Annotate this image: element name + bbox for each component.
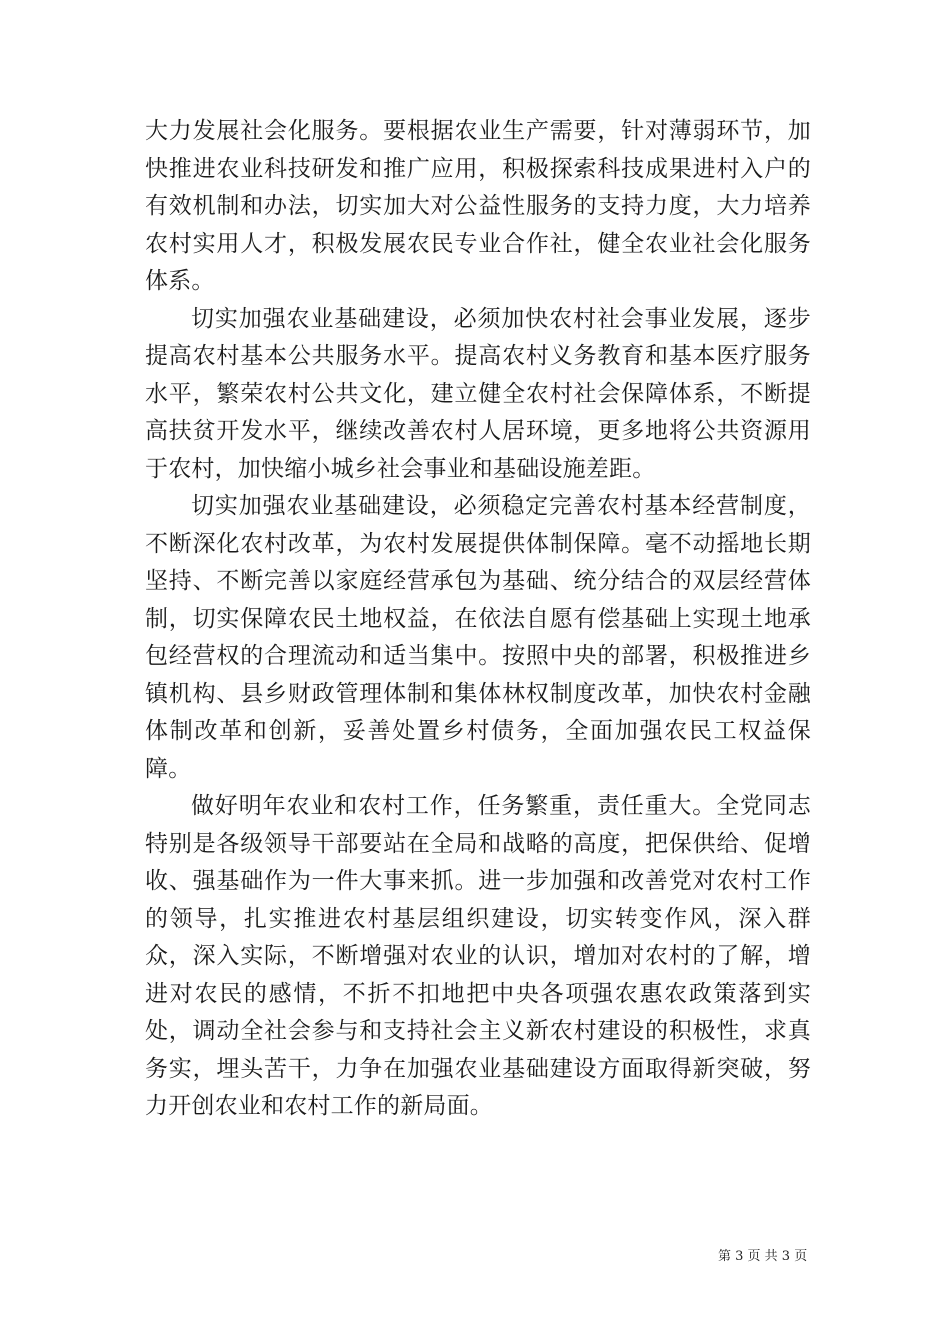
document-body	[145, 113, 811, 1126]
paragraph-1: 大力发展社会化服务。要根据农业生产需要，针对薄弱环节，加快推进农业科技研发和推广应用，积极探索科技成果进村入户的有效机制和办法，切实加大对公益性服务的支持力度，大力培养农村实用人才，积极发展农民专业合作社，健全农业社会化服务体系。	[145, 118, 811, 294]
paragraph-4: 做好明年农业和农村工作，任务繁重，责任重大。全党同志特别是各级领导干部要站在全局和战略的高度，把保供给、促增收、强基础作为一件大事来抓。进一步加强和改善党对农村工作的领导，扎实推进农村基层组织建设，切实转变作风，深入群众，深入实际，不断增强对农业的认识，增加对农村的了解，增进对农民的感情，不折不扣地把中央各项强农惠农政策落到实处，调动全社会参与和支持社会主义新农村建设的积极性，求真务实，埋头苦干，力争在加强农业基础建设方面取得新突破，努力开创农业和农村工作的新局面。	[145, 793, 811, 1119]
paragraph-3: 切实加强农业基础建设，必须稳定完善农村基本经营制度，不断深化农村改革，为农村发展提供体制保障。毫不动摇地长期坚持、不断完善以家庭经营承包为基础、统分结合的双层经营体制，切实保障农民土地权益，在依法自愿有偿基础上实现土地承包经营权的合理流动和适当集中。按照中央的部署，积极推进乡镇机构、县乡财政管理体制和集体林权制度改革，加快农村金融体制改革和创新，妥善处置乡村债务，全面加强农民工权益保障。	[145, 493, 811, 782]
page-number: 第 3 页 共 3 页	[718, 1249, 808, 1264]
paragraph-2: 切实加强农业基础建设，必须加快农村社会事业发展，逐步提高农村基本公共服务水平。提高农村义务教育和基本医疗服务水平，繁荣农村公共文化，建立健全农村社会保障体系，不断提高扶贫开发水平，继续改善农村人居环境，更多地将公共资源用于农村，加快缩小城乡社会事业和基础设施差距。	[145, 305, 811, 482]
